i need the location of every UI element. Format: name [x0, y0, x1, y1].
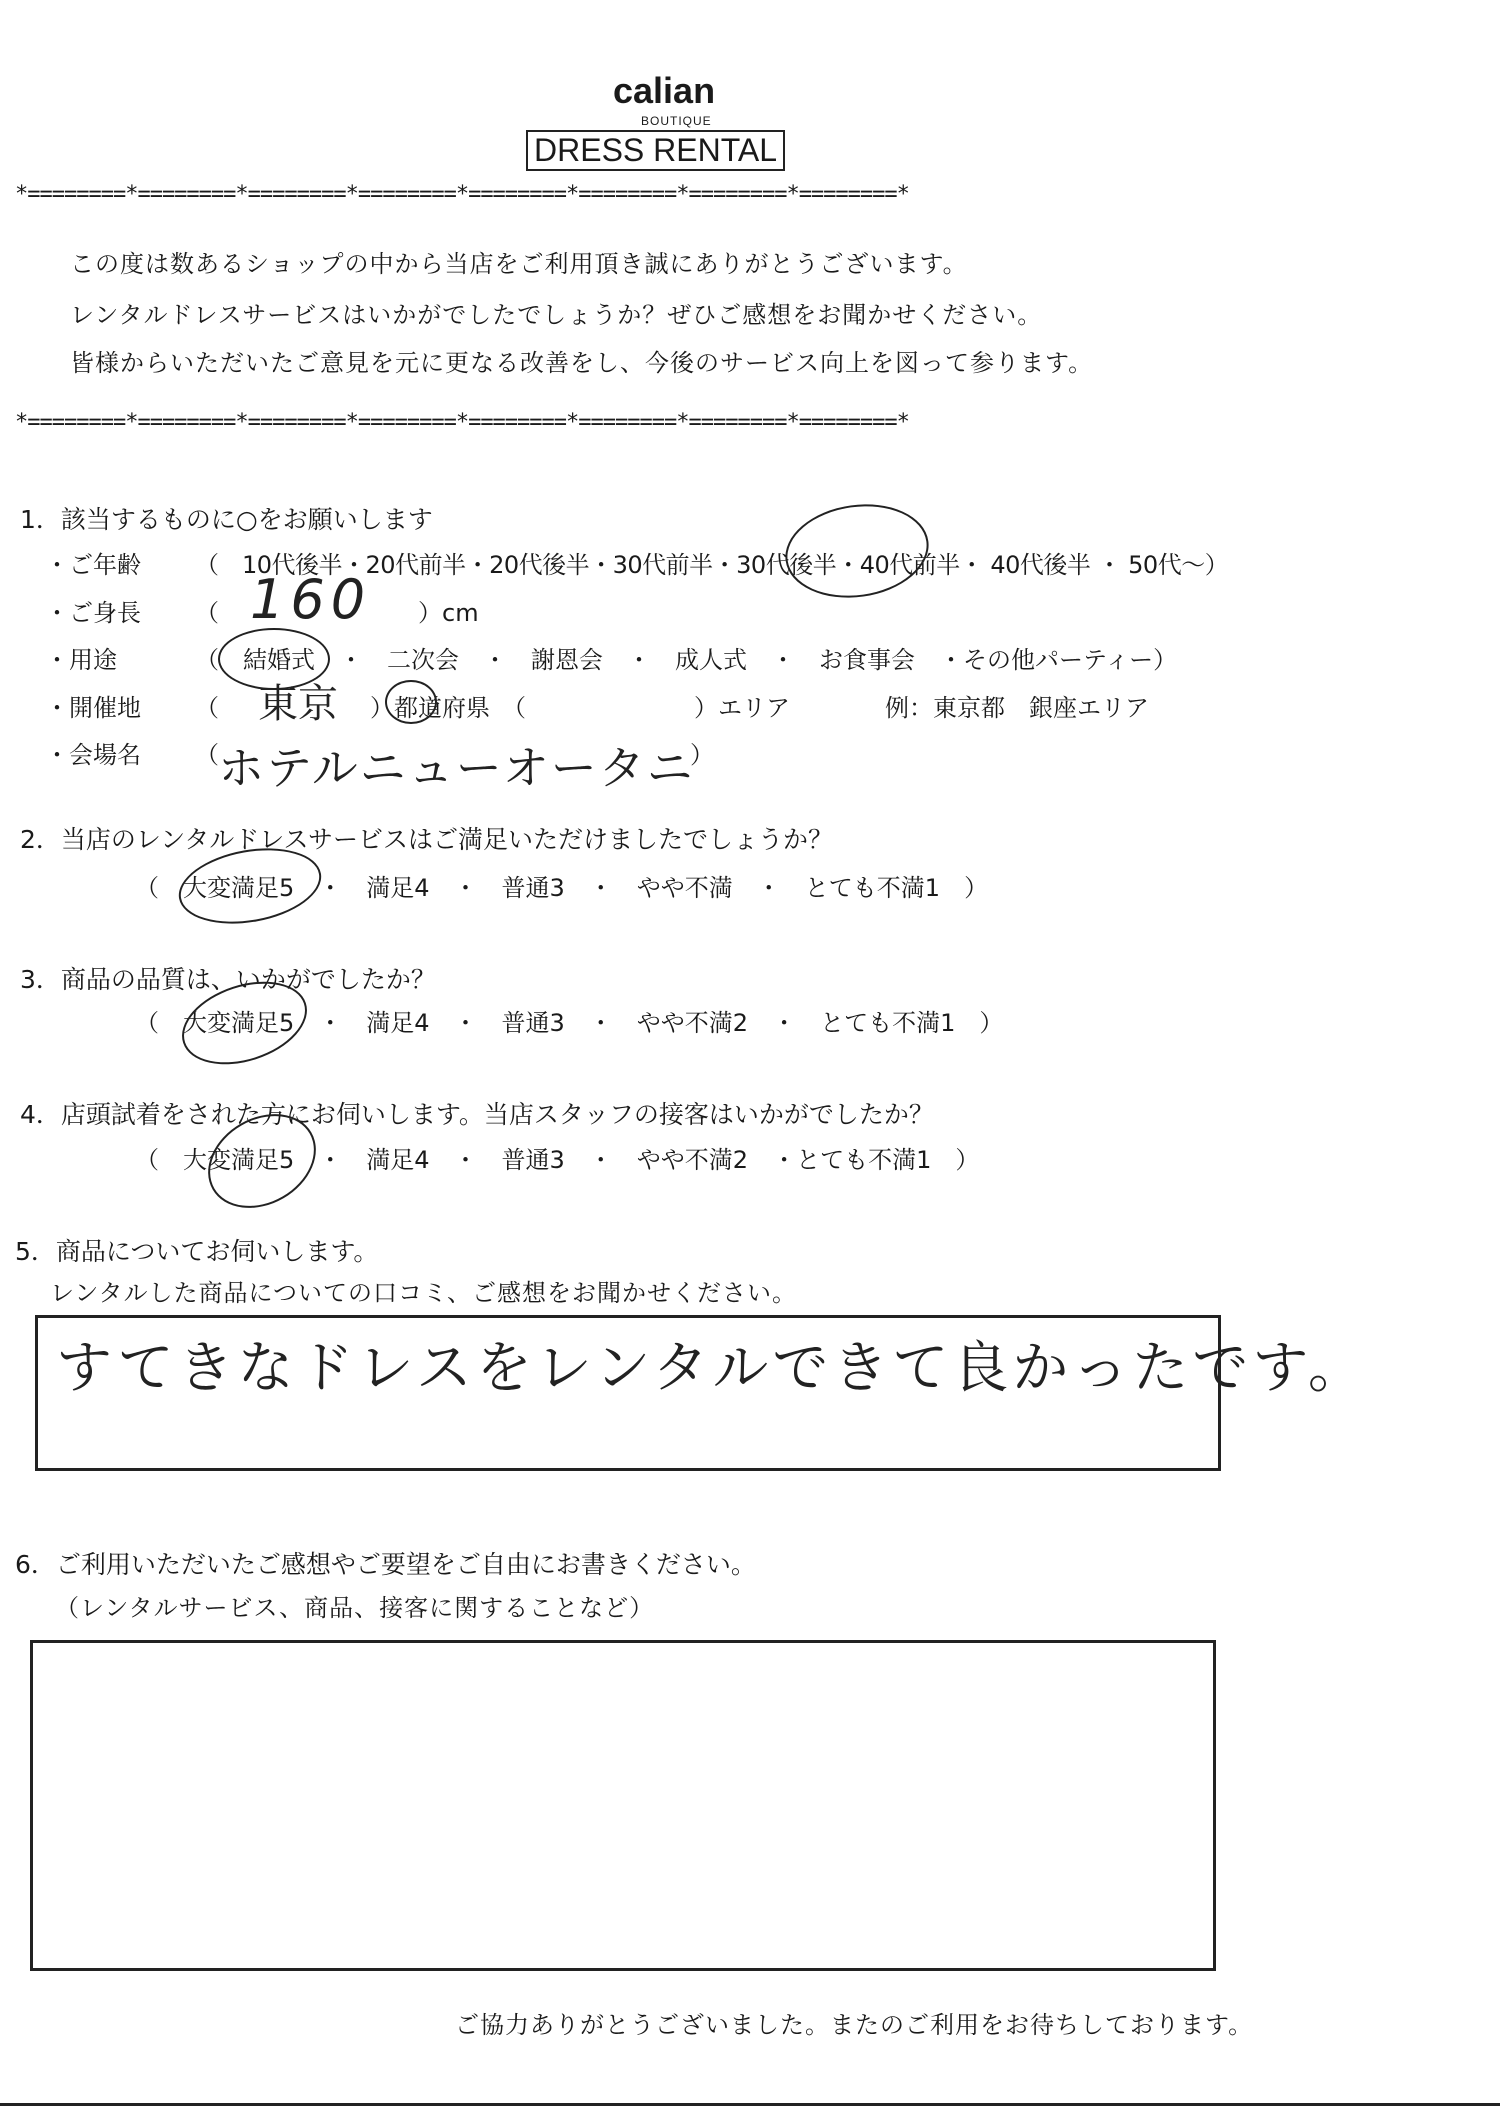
venue-name-open-paren: （ — [195, 741, 219, 769]
height-value[interactable]: 160 — [250, 568, 372, 631]
age-selection-circle — [779, 495, 934, 606]
height-unit: ）cm — [418, 599, 479, 627]
q5-answer-text: すてきなドレスをレンタルできて良かったです。 — [56, 1336, 1368, 1401]
q6-answer-box[interactable] — [30, 1640, 1216, 1971]
intro-line-1: この度は数あるショップの中から当店をご利用頂き誠にありがとうございます。 — [70, 250, 968, 278]
q6-title: 6．ご利用いただいたご感想やご要望をご自由にお書きください。 — [15, 1550, 756, 1579]
venue-area-label: ・開催地 — [45, 694, 141, 722]
brand-logo-title: DRESS RENTAL — [526, 130, 785, 171]
q5-answer-box[interactable] — [35, 1315, 1368, 1471]
q1-title: 1．該当するものに○をお願いします — [20, 505, 433, 534]
purpose-options[interactable]: （ 結婚式 ・ 二次会 ・ 謝恩会 ・ 成人式 ・ お食事会 ・その他パーティー） — [195, 646, 1178, 674]
q5-title: 5．商品についてお伺いします。 — [15, 1237, 379, 1266]
intro-line-3: 皆様からいただいたご意見を元に更なる改善をし、今後のサービス向上を図って参ります。 — [70, 349, 1094, 377]
footer-thanks: ご協力ありがとうございました。またのご利用をお待ちしております。 — [455, 2011, 1254, 2039]
q6-subtitle: （レンタルサービス、商品、接客に関することなど） — [55, 1594, 655, 1622]
height-open-paren: （ — [195, 599, 219, 627]
venue-area-example: 例：東京都 銀座エリア — [885, 694, 1149, 722]
bottom-divider: *========*========*========*========*========*========*========*========* — [15, 410, 909, 435]
brand-logo-sub: BOUTIQUE — [641, 114, 712, 128]
venue-area-open-paren: （ — [195, 694, 219, 722]
bottom-rule — [0, 2103, 1500, 2106]
age-options[interactable]: （ 10代後半・20代前半・20代後半・30代前半・30代後半・40代前半・ 40代後半 ・ 50代〜） — [195, 551, 1229, 579]
venue-area-prefecture: ）都道府県 （ ）エリア — [370, 694, 790, 722]
q2-options[interactable]: （ 大変満足5 ・ 満足4 ・ 普通3 ・ やや不満 ・ とても不満1 ） — [135, 874, 989, 902]
q2-title: 2．当店のレンタルドレスサービスはご満足いただけましたでしょうか？ — [20, 825, 834, 854]
venue-name-close-paren: ） — [690, 741, 714, 769]
top-divider: *========*========*========*========*========*========*========*========* — [15, 182, 909, 207]
prefecture-selection-circle — [385, 680, 437, 724]
intro-line-2: レンタルドレスサービスはいかがでしたでしょうか？ぜひご感想をお聞かせください。 — [70, 301, 1043, 329]
q3-title: 3．商品の品質は、いかがでしたか？ — [20, 965, 436, 994]
purpose-selection-circle — [218, 628, 330, 690]
age-label: ・ご年齢 — [45, 551, 141, 579]
q3-options[interactable]: （ 大変満足5 ・ 満足4 ・ 普通3 ・ やや不満2 ・ とても不満1 ） — [135, 1009, 1004, 1037]
venue-name-value[interactable]: ホテルニューオータニ — [218, 741, 695, 795]
purpose-label: ・用途 — [45, 646, 117, 674]
q4-options[interactable]: （ 大変満足5 ・ 満足4 ・ 普通3 ・ やや不満2 ・とても不満1 ） — [135, 1146, 980, 1174]
q4-title: 4．店頭試着をされた方にお伺いします。当店スタッフの接客はいかがでしたか？ — [20, 1100, 934, 1129]
q5-subtitle: レンタルした商品についての口コミ、ご感想をお聞かせください。 — [50, 1279, 797, 1307]
venue-area-value[interactable]: 東京 — [258, 681, 338, 727]
venue-name-label: ・会場名 — [45, 741, 141, 769]
brand-logo: calian — [613, 70, 716, 111]
height-label: ・ご身長 — [45, 599, 141, 627]
